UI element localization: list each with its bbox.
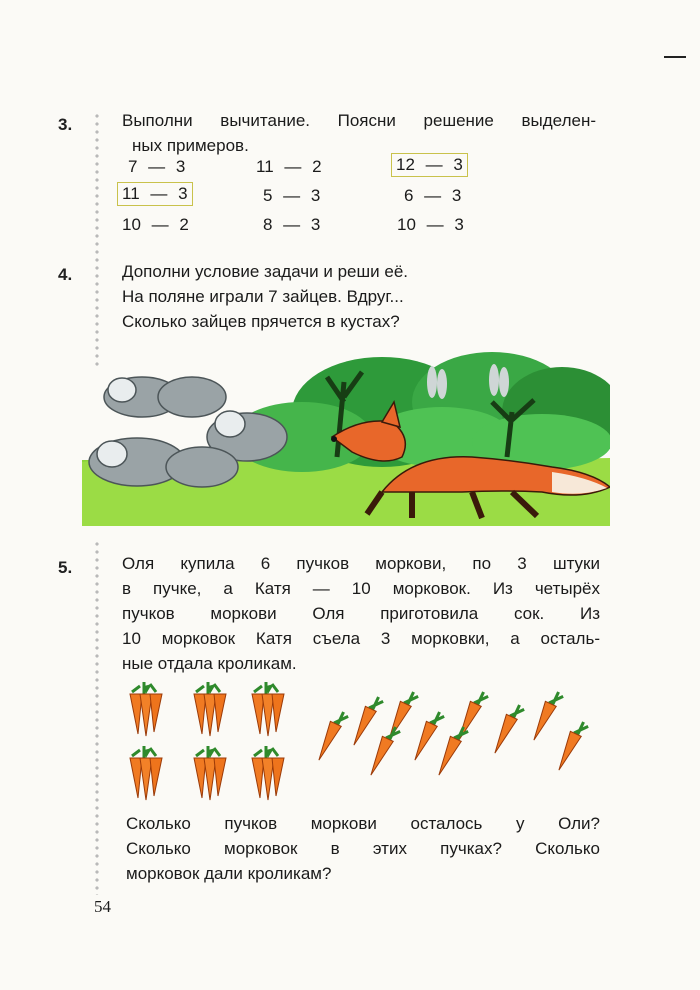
task-5-question-line: Сколько морковок в этих пучках? Сколько (126, 839, 600, 858)
task-4-number: 4. (58, 265, 73, 284)
page-number: 54 (94, 897, 111, 916)
task-5-number: 5. (58, 558, 73, 577)
task-3-number: 3. (58, 115, 73, 134)
task-4-line: На поляне играли 7 зайцев. Вдруг... (122, 287, 404, 306)
task-5-line: в пучке, а Катя — 10 морковок. Из четырёх (122, 579, 600, 598)
hares-and-fox-illustration (82, 342, 610, 526)
task-5-question-line: морковок дали кроликам? (126, 864, 332, 883)
task-5-questions (126, 811, 600, 886)
corner-dash (664, 56, 686, 58)
example: 10 — 2 (122, 215, 189, 234)
example: 6 — 3 (404, 186, 462, 205)
margin-dots (94, 540, 100, 895)
task-5-line: Оля купила 6 пучков моркови, по 3 штуки (122, 554, 600, 573)
example: 7 — 3 (128, 157, 186, 176)
task-5-line: ные отдала кроликам. (122, 654, 297, 673)
task-4-line: Дополни условие задачи и реши её. (122, 262, 408, 281)
task-4-text (122, 259, 408, 334)
task-5-line: 10 морковок Катя съела 3 морковки, а осталь- (122, 629, 600, 648)
example: 5 — 3 (263, 186, 321, 205)
example: 8 — 3 (263, 215, 321, 234)
task-3-line: ных примеров. (132, 136, 249, 155)
task-5-line: пучков моркови Оля приготовила сок. Из (122, 604, 600, 623)
margin-dots (94, 112, 100, 368)
example-highlighted: 12 — 3 (391, 153, 468, 177)
task-5-text (122, 551, 600, 676)
carrots-illustration (124, 678, 604, 808)
task-5-question-line: Сколько пучков моркови осталось у Оли? (126, 814, 600, 833)
task-3-line: Выполни вычитание. Поясни решение выделен- (122, 111, 596, 130)
task-3-text (122, 108, 596, 158)
example-highlighted: 11 — 3 (117, 182, 193, 206)
example: 10 — 3 (397, 215, 464, 234)
task-4-line: Сколько зайцев прячется в кустах? (122, 312, 400, 331)
example: 11 — 2 (256, 157, 322, 176)
